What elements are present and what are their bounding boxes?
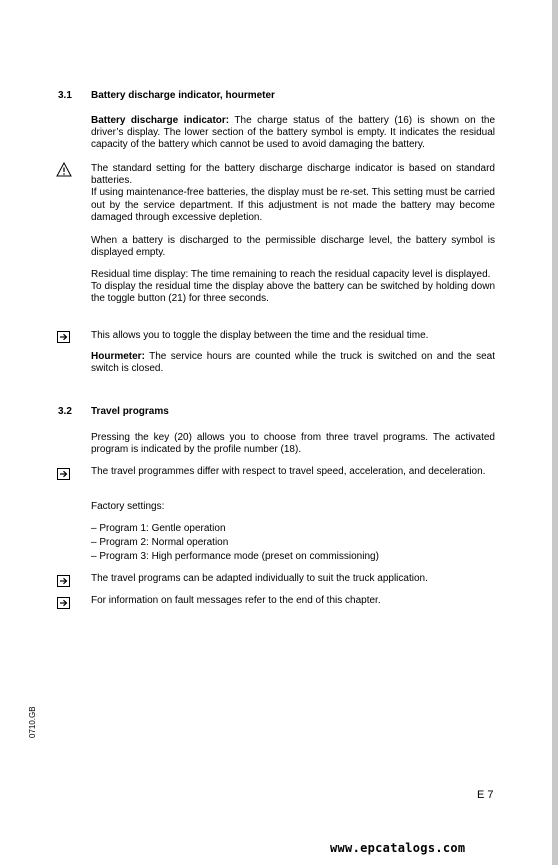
arrow-right-box-icon bbox=[57, 575, 70, 587]
warning-line-2: If using maintenance-free batteries, the display must be re-set. This setting must be carried out by the service department. If this adjustment is not made the battery may become damaged through excessive depletion. bbox=[91, 187, 495, 223]
factory-label: Factory settings: bbox=[91, 501, 165, 512]
list-item: – Program 1: Gentle operation bbox=[91, 523, 226, 534]
arrow-right-box-icon bbox=[57, 331, 70, 343]
program-list bbox=[91, 522, 379, 564]
battery-text: The charge status of the battery (16) is shown on the driver’s display. The lower section of the battery symbol is empty. It indicates the residual capacity of the battery which cannot be used to avoid damaging the battery. bbox=[91, 115, 496, 151]
hourmeter-text: The service hours are counted while the truck is switched on and the seat switch is closed. bbox=[91, 351, 495, 375]
warning-triangle-icon bbox=[56, 162, 72, 177]
residual-paragraph bbox=[91, 269, 495, 306]
discharged-paragraph: When a battery is discharged to the permissible discharge level, the battery symbol is displayed empty. bbox=[91, 235, 495, 259]
adapt-note: The travel programs can be adapted individually to suit the truck application. bbox=[91, 573, 428, 584]
page-number: E 7 bbox=[477, 789, 494, 801]
page-shadow bbox=[552, 0, 558, 865]
list-item: – Program 2: Normal operation bbox=[91, 537, 229, 548]
section-number: 3.2 bbox=[58, 406, 72, 417]
battery-label: Battery discharge indicator: bbox=[91, 115, 230, 126]
residual-line-1: Residual time display: The time remaining to reach the residual capacity level is displayed. bbox=[91, 269, 491, 280]
battery-paragraph bbox=[91, 115, 495, 152]
warning-line-1: The standard setting for the battery discharge discharge indicator is based on standard batteries. bbox=[91, 163, 495, 187]
hourmeter-label: Hourmeter: bbox=[91, 351, 145, 362]
residual-line-2: To display the residual time the display above the battery can be switched by holding down the toggle button (21) for three seconds. bbox=[91, 281, 495, 305]
section-number: 3.1 bbox=[58, 90, 72, 101]
section-title: Battery discharge indicator, hourmeter bbox=[91, 90, 275, 101]
hourmeter-paragraph bbox=[91, 351, 495, 375]
side-code: 0710.GB bbox=[28, 706, 37, 738]
fault-note: For information on fault messages refer to the end of this chapter. bbox=[91, 595, 381, 606]
arrow-right-box-icon bbox=[57, 597, 70, 609]
list-item: – Program 3: High performance mode (preset on commissioning) bbox=[91, 551, 379, 562]
key-paragraph: Pressing the key (20) allows you to choose from three travel programs. The activated program is indicated by the profile number (18). bbox=[91, 432, 495, 456]
arrow-right-box-icon bbox=[57, 468, 70, 480]
footer-url[interactable]: www.epcatalogs.com bbox=[330, 841, 466, 855]
section-title: Travel programs bbox=[91, 406, 169, 417]
differ-note: The travel programmes differ with respect to travel speed, acceleration, and deceleration. bbox=[91, 466, 486, 477]
warning-paragraph bbox=[91, 163, 495, 224]
toggle-note: This allows you to toggle the display between the time and the residual time. bbox=[91, 330, 429, 341]
